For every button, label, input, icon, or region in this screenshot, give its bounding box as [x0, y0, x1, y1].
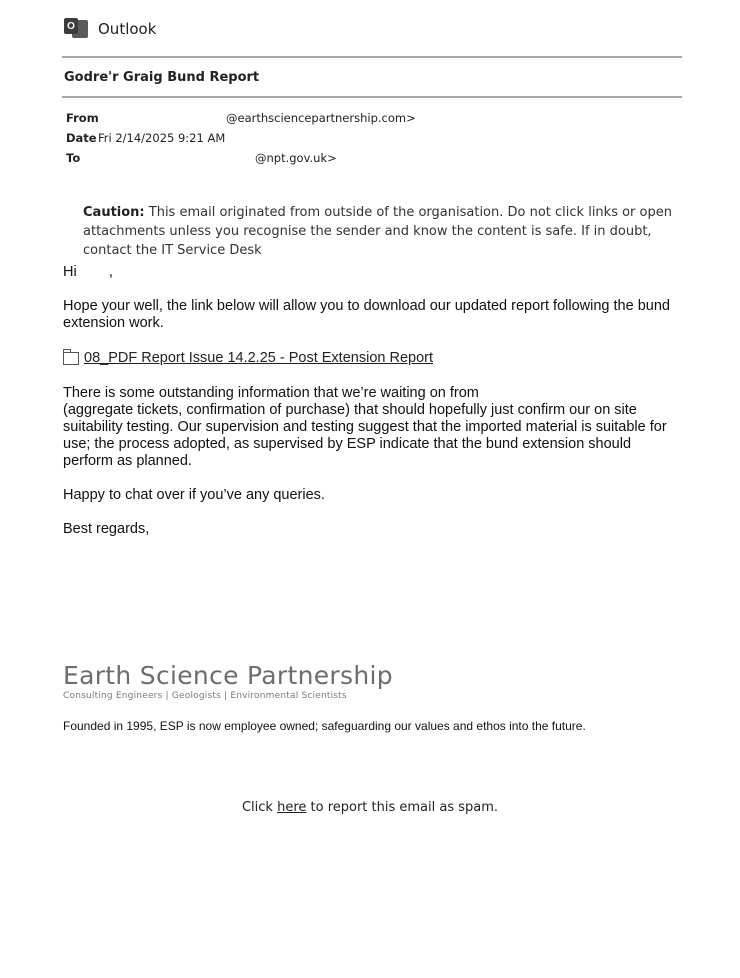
body-paragraph-2-line-1: There is some outstanding information that we’re waiting on from	[63, 385, 479, 401]
signoff: Best regards,	[63, 521, 150, 537]
outlook-icon: O	[64, 18, 88, 40]
greeting: Hi ,	[63, 264, 113, 280]
header-divider	[62, 56, 682, 58]
attachment-label[interactable]: 08_PDF Report Issue 14.2.25 - Post Extension Report	[84, 350, 433, 366]
caution-label: Caution:	[83, 205, 145, 220]
founded-statement: Founded in 1995, ESP is now employee owned; safeguarding our values and ethos into the future.	[63, 719, 586, 733]
logo-tagline: Consulting Engineers | Geologists | Environmental Scientists	[63, 691, 347, 701]
to-label: To	[66, 151, 81, 165]
body-paragraph-1: Hope your well, the link below will allow you to download our updated report following the bund extension work.	[63, 298, 670, 331]
spam-suffix: to report this email as spam.	[306, 800, 499, 815]
app-header	[64, 18, 156, 40]
to-value[interactable]: @npt.gov.uk>	[255, 151, 337, 165]
body-paragraph-2	[63, 385, 683, 470]
app-name: Outlook	[98, 20, 157, 38]
company-logo	[63, 662, 393, 701]
caution-text: This email originated from outside of the organisation. Do not click links or open attachments unless you recognise the sender and know the content is safe. If in doubt, contact the IT Service Desk	[83, 205, 672, 258]
from-value[interactable]: @earthsciencepartnership.com>	[226, 111, 416, 125]
spam-report-link[interactable]: here	[277, 800, 307, 815]
date-value: Fri 2/14/2025 9:21 AM	[98, 131, 226, 145]
folder-icon	[63, 352, 79, 365]
spam-prefix: Click	[241, 800, 278, 815]
email-subject: Godre'r Graig Bund Report	[64, 70, 260, 85]
logo-company-name: Earth Science Partnership	[63, 661, 393, 690]
from-label: From	[66, 111, 99, 125]
spam-report	[0, 800, 740, 815]
attachment-link[interactable]	[63, 350, 433, 366]
body-paragraph-2-rest: (aggregate tickets, confirmation of purchase) that should hopefully just confirm our on site suitability testing. Our supervision and testing suggest that the imported material is suitable for use; the process adopted, as supervised by ESP indicate that the bund extension should perform as planned.	[63, 402, 667, 469]
subject-divider	[62, 96, 682, 98]
date-label: Date	[66, 131, 97, 145]
body-paragraph-3: Happy to chat over if you’ve any queries.	[63, 487, 325, 503]
caution-banner	[83, 203, 683, 260]
